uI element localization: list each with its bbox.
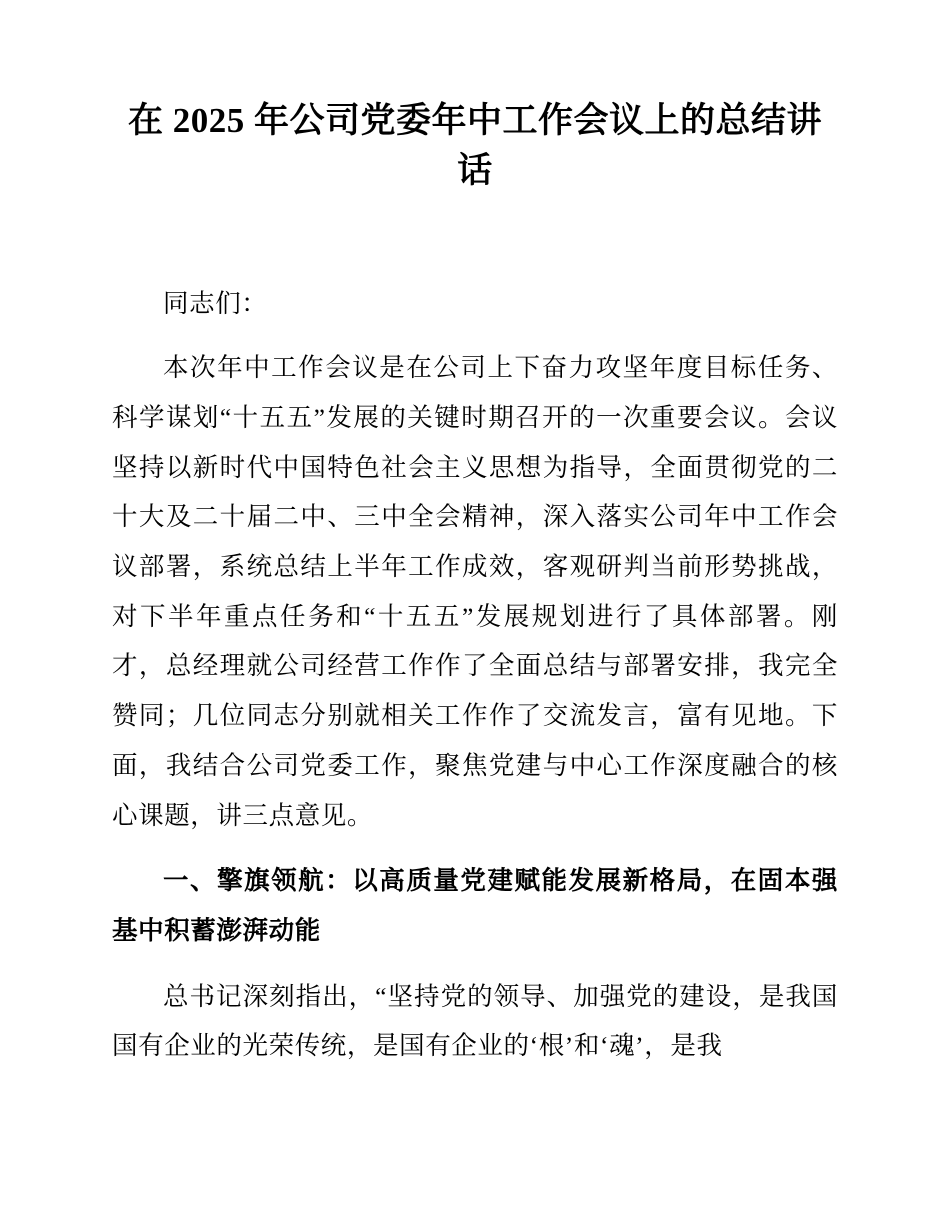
salutation-paragraph: 同志们： [163, 289, 268, 319]
section-1-body-paragraph: 总书记深刻指出，“坚持党的领导、加强党的建设，是我国国有企业的光荣传统，是国有企业的‘根’和‘魂’，是我 [112, 981, 838, 1061]
paragraph-gap [112, 846, 838, 856]
title-spacer [112, 195, 838, 279]
opening-paragraph: 本次年中工作会议是在公司上下奋力攻坚年度目标任务、科学谋划“十五五”发展的关键时期召开的一次重要会议。会议坚持以新时代中国特色社会主义思想为指导，全面贯彻党的二十大及二十届二中、三中全会精神，深入落实公司年中工作会议部署，系统总结上半年工作成效，客观研判当前形势挑战，对下半年重点任务和“十五五”发展规划进行了具体部署。刚才，总经理就公司经营工作作了全面总结与部署安排，我完全赞同；几位同志分别就相关工作作了交流发言，富有见地。下面，我结合公司党委工作，聚焦党建与中心工作深度融合的核心课题，讲三点意见。 [112, 353, 838, 830]
paragraph-gap [112, 962, 838, 972]
section-heading-1: 一、擎旗领航：以高质量党建赋能发展新格局，在固本强基中积蓄澎湃动能 [112, 866, 838, 945]
page-title: 在 2025 年公司党委年中工作会议上的总结讲话 [127, 101, 822, 190]
